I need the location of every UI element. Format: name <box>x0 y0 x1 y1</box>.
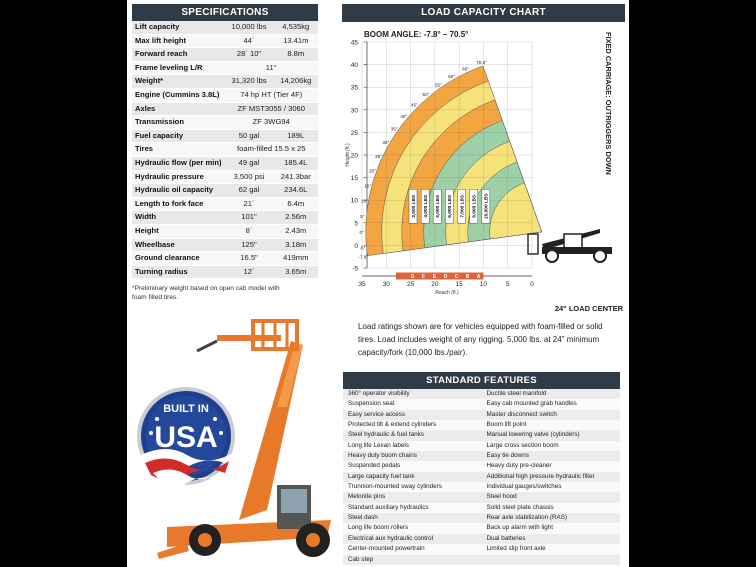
feature-item: Master disconnect switch <box>482 410 621 420</box>
spec-value: 11° <box>225 61 319 75</box>
spec-value-metric: 13.41m <box>274 34 318 48</box>
feature-item: Dual batteries <box>482 534 621 544</box>
zone-letter: D <box>443 274 448 281</box>
spec-value: foam-filled 15.5 x 25 <box>225 143 319 157</box>
feature-item: Individual gauges/switches <box>482 482 621 492</box>
load-capacity-header: LOAD CAPACITY CHART <box>342 4 625 22</box>
spec-value: ZF MST3055 / 3060 <box>225 102 319 116</box>
capacity-label: 6,000 LBS <box>448 194 454 218</box>
spec-value-metric: 4,535kg <box>274 21 318 34</box>
boom-angle-tick: 60° <box>448 73 456 79</box>
y-tick-label: 20 <box>350 152 358 160</box>
boom-angle-tick: 45° <box>410 102 418 108</box>
capacity-label: 8,000 LBS <box>472 194 478 218</box>
feature-item: Cab step <box>343 555 482 565</box>
feature-row <box>343 430 620 440</box>
zone-letter-strip <box>396 273 483 280</box>
boom-angle-tick: 65° <box>462 66 470 72</box>
spec-value-imperial: 16.5" <box>225 252 274 266</box>
feature-item: Easy cab mounted grab handles <box>482 399 621 409</box>
feature-item: Long life Lexan labels <box>343 441 482 451</box>
x-tick-label: 35 <box>358 281 366 288</box>
spec-value-metric: 6.4m <box>274 197 318 211</box>
feature-row <box>343 399 620 409</box>
load-capacity-panel <box>342 4 625 22</box>
x-tick-label: 0 <box>530 281 534 288</box>
spec-value-metric: 234.6L <box>274 184 318 198</box>
spec-value-imperial: 125" <box>225 238 274 252</box>
feature-item: Heavy duty pre-cleaner <box>482 461 621 471</box>
zone-letter: A <box>476 274 481 281</box>
feature-row <box>343 410 620 420</box>
zone-letter: E <box>432 274 437 281</box>
y-tick-label: 10 <box>350 197 358 205</box>
feature-item: Limited slip front axle <box>482 544 621 554</box>
feature-row <box>343 503 620 513</box>
capacity-label: 7,000 LBS <box>460 194 466 218</box>
spec-row <box>132 252 318 266</box>
spec-value: ZF 3WG94 <box>225 116 319 130</box>
specifications-panel <box>132 4 318 302</box>
spec-row <box>132 238 318 252</box>
spec-row <box>132 143 318 157</box>
spec-row <box>132 61 318 75</box>
load-capacity-chart <box>342 22 625 317</box>
x-tick-label: 10 <box>479 281 488 288</box>
feature-item: Large cross section boom <box>482 441 621 451</box>
feature-row <box>343 472 620 482</box>
spec-label: Axles <box>132 102 225 116</box>
spec-row <box>132 184 318 198</box>
spec-row <box>132 116 318 130</box>
spec-label: Weight* <box>132 75 225 89</box>
specifications-note: *Preliminary weight based on open cab model with foam filled tires. <box>132 285 280 302</box>
boom-angle-tick: 30° <box>382 139 390 145</box>
feature-row <box>343 492 620 502</box>
boom-angle-tick: 25° <box>375 153 383 159</box>
spec-sheet-page <box>127 0 629 567</box>
fixed-carriage-label: FIXED CARRIAGE: OUTRIGGERS DOWN <box>604 32 613 175</box>
feature-item: Ductile steel manifold <box>482 389 621 399</box>
y-tick-label: 15 <box>350 175 358 183</box>
standard-features-table <box>343 389 620 565</box>
spec-label: Lift capacity <box>132 21 225 34</box>
boom-angle-tick: 0° <box>359 229 364 235</box>
spec-label: Max lift height <box>132 34 225 48</box>
feature-row <box>343 534 620 544</box>
zone-letter: F <box>422 274 426 281</box>
y-tick-label: 25 <box>350 129 358 137</box>
feature-row <box>343 461 620 471</box>
spec-value-metric: 185.4L <box>274 156 318 170</box>
zone-letter: C <box>454 274 459 281</box>
spec-label: Wheelbase <box>132 238 225 252</box>
feature-item: Steel hood <box>482 492 621 502</box>
telehandler-silhouette <box>528 229 612 262</box>
feature-item: Solid steel plate chassis <box>482 503 621 513</box>
y-tick-label: 0 <box>354 242 358 250</box>
feature-item: Heavy duty boom chains <box>343 451 482 461</box>
feature-item: Suspended pedals <box>343 461 482 471</box>
spec-value-metric: 2.43m <box>274 224 318 238</box>
spec-value-imperial: 12´ <box>225 265 274 279</box>
boom-angle-tick: 10° <box>360 198 368 204</box>
spec-row <box>132 129 318 143</box>
spec-value-imperial: 10,000 lbs <box>225 21 274 34</box>
spec-label: Hydraulic flow (per min) <box>132 156 225 170</box>
telehandler-illustration <box>127 315 337 567</box>
boom-angle-label: BOOM ANGLE: -7.8° – 70.5° <box>364 30 469 39</box>
boom-angle-tick: -5° <box>359 245 366 251</box>
feature-item: Boom lift point <box>482 420 621 430</box>
built-in-usa-badge <box>139 389 233 487</box>
spec-row <box>132 265 318 279</box>
feature-row <box>343 555 620 565</box>
x-axis-label: Reach (ft.) <box>435 290 459 296</box>
feature-item: Suspension seat <box>343 399 482 409</box>
x-tick-label: 15 <box>455 281 463 288</box>
spec-row <box>132 88 318 102</box>
feature-item: Manual lowering valve (cylinders) <box>482 430 621 440</box>
boom-angle-tick: 40° <box>400 114 408 120</box>
spec-value-imperial: 28´ 10" <box>225 48 274 62</box>
feature-item: Steel dash <box>343 513 482 523</box>
load-center-label: 24" LOAD CENTER <box>554 304 623 313</box>
spec-label: Turning radius <box>132 265 225 279</box>
feature-row <box>343 544 620 554</box>
spec-value-imperial: 31,320 lbs <box>225 75 274 89</box>
spec-value-imperial: 3,500 psi <box>225 170 274 184</box>
spec-row <box>132 211 318 225</box>
feature-item: Rear axle stabilization (RAS) <box>482 513 621 523</box>
spec-label: Ground clearance <box>132 252 225 266</box>
y-tick-label: -5 <box>352 265 358 273</box>
feature-item: Easy tie downs <box>482 451 621 461</box>
spec-row <box>132 170 318 184</box>
feature-item <box>482 555 621 565</box>
spec-label: Hydraulic pressure <box>132 170 225 184</box>
feature-item: Additional high pressure hydraulic filter <box>482 472 621 482</box>
spec-value-metric: 419mm <box>274 252 318 266</box>
spec-value-metric: 189L <box>274 129 318 143</box>
feature-row <box>343 441 620 451</box>
spec-value-imperial: 62 gal <box>225 184 274 198</box>
boom-angle-tick: 70.5° <box>476 60 488 66</box>
boom-angle-tick: 20° <box>369 168 377 174</box>
spec-label: Hydraulic oil capacity <box>132 184 225 198</box>
y-tick-label: 40 <box>350 62 358 70</box>
spec-label: Engine (Cummins 3.8L) <box>132 88 225 102</box>
spec-row <box>132 21 318 34</box>
spec-value-metric: 241.3bar <box>274 170 318 184</box>
spec-row <box>132 75 318 89</box>
spec-label: Length to fork face <box>132 197 225 211</box>
feature-item: Easy service access <box>343 410 482 420</box>
boom-angle-tick: 15° <box>364 183 372 189</box>
spec-label: Forward reach <box>132 48 225 62</box>
spec-value-imperial: 49 gal <box>225 156 274 170</box>
y-tick-label: 45 <box>350 39 358 47</box>
feature-item: Back up alarm with light <box>482 523 621 533</box>
capacity-label: 5,000 LBS <box>436 194 442 218</box>
spec-value-imperial: 101" <box>225 211 274 225</box>
spec-label: Height <box>132 224 225 238</box>
capacity-label: 10,000 LBS <box>484 193 490 220</box>
spec-value-metric: 2.56m <box>274 211 318 225</box>
feature-item: Standard auxiliary hydraulics <box>343 503 482 513</box>
feature-item: Trunnion-mounted sway cylinders <box>343 482 482 492</box>
spec-label: Width <box>132 211 225 225</box>
badge-line-1: BUILT IN <box>163 403 209 415</box>
spec-row <box>132 102 318 116</box>
spec-value-imperial: 8´ <box>225 224 274 238</box>
feature-row <box>343 482 620 492</box>
spec-row <box>132 34 318 48</box>
feature-row <box>343 420 620 430</box>
feature-row <box>343 451 620 461</box>
standard-features-panel <box>343 372 620 565</box>
boom-angle-tick: 55° <box>434 82 442 88</box>
x-tick-label: 30 <box>382 281 390 288</box>
feature-item: Steel hydraulic & fuel tanks <box>343 430 482 440</box>
feature-item: 360° operator visibility <box>343 389 482 399</box>
x-tick-label: 25 <box>406 281 415 288</box>
spec-row <box>132 156 318 170</box>
capacity-label: 4,000 LBS <box>423 194 429 218</box>
feature-item: Large capacity fuel tank <box>343 472 482 482</box>
standard-features-header: STANDARD FEATURES <box>343 372 620 389</box>
spec-value-imperial: 21´ <box>225 197 274 211</box>
spec-value-metric: 14,206kg <box>274 75 318 89</box>
spec-label: Frame leveling L/R <box>132 61 225 75</box>
zone-letter: B <box>465 274 470 281</box>
spec-row <box>132 197 318 211</box>
spec-value-imperial: 50 gal <box>225 129 274 143</box>
spec-label: Fuel capacity <box>132 129 225 143</box>
feature-row <box>343 523 620 533</box>
zone-letter: G <box>410 274 415 281</box>
feature-item: Melonite pins <box>343 492 482 502</box>
x-tick-label: 20 <box>431 281 439 288</box>
spec-value-metric: 3.65m <box>274 265 318 279</box>
boom-angle-tick: 5° <box>360 214 365 220</box>
y-axis-label: Height (ft.) <box>345 143 351 167</box>
spec-value: 74 hp HT (Tier 4F) <box>225 88 319 102</box>
spec-label: Transmission <box>132 116 225 130</box>
spec-row <box>132 48 318 62</box>
specifications-header: SPECIFICATIONS <box>132 4 318 21</box>
boom-angle-tick: -7.8° <box>358 254 369 260</box>
y-tick-label: 30 <box>350 107 358 115</box>
spec-value-metric: 8.8m <box>274 48 318 62</box>
spec-value-metric: 3.18m <box>274 238 318 252</box>
feature-row <box>343 513 620 523</box>
feature-item: Center-mounted powertrain <box>343 544 482 554</box>
feature-item: Protected tilt & extend cylinders <box>343 420 482 430</box>
spec-label: Tires <box>132 143 225 157</box>
feature-row <box>343 389 620 399</box>
specifications-table <box>132 21 318 279</box>
feature-item: Long life boom rollers <box>343 523 482 533</box>
x-tick-label: 5 <box>505 281 510 288</box>
badge-line-2: USA <box>154 421 218 454</box>
feature-item: Electrical aux hydraulic control <box>343 534 482 544</box>
y-tick-label: 35 <box>350 84 358 92</box>
capacity-label: 3,500 LBS <box>411 194 417 218</box>
load-ratings-text: Load ratings shown are for vehicles equipped with foam-filled or solid tires. Load includes weight of any rigging. 5,000 lbs. at 24" minimum capacity/fork (10,000 lbs./pair). <box>358 322 603 357</box>
spec-value-imperial: 44´ <box>225 34 274 48</box>
boom-angle-tick: 50° <box>422 91 430 97</box>
boom-angle-tick: 35° <box>390 126 398 132</box>
spec-row <box>132 224 318 238</box>
y-tick-label: 5 <box>354 220 358 228</box>
